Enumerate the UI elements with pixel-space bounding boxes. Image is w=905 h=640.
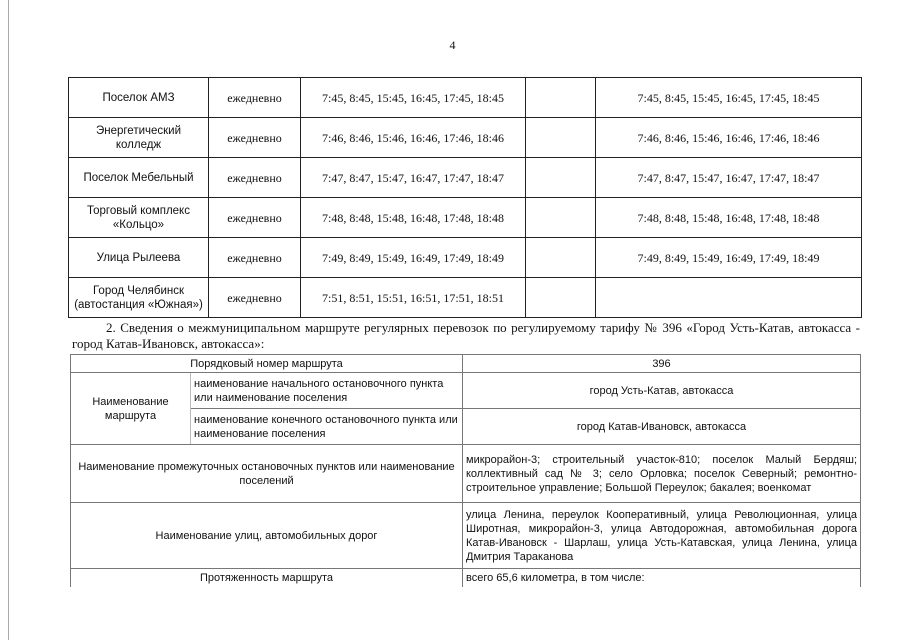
end-point-label: наименование конечного остановочного пункта или наименование поселения: [191, 409, 463, 445]
route-number-value: 396: [463, 355, 861, 373]
frequency: ежедневно: [209, 78, 301, 118]
stop-name: Энергетический колледж: [69, 118, 209, 158]
extra-cell: [526, 198, 596, 238]
stop-name: Поселок АМЗ: [69, 78, 209, 118]
page-number: 4: [449, 38, 456, 52]
frequency: ежедневно: [209, 198, 301, 238]
extra-cell: [526, 118, 596, 158]
route-name-label: Наименование маршрута: [71, 373, 191, 445]
frequency: ежедневно: [209, 278, 301, 318]
table-row: [71, 355, 861, 373]
intermediate-stops-label: Наименование промежуточных остановочных пунктов или наименование поселений: [71, 445, 463, 503]
paragraph-text: 2. Сведения о межмуниципальном маршруте регулярных перевозок по регулируемому тарифу № 396 «Город Усть-Катав, автокасса - город Катав-Ивановск, автокасса»:: [72, 320, 860, 351]
table-row: [71, 503, 861, 569]
times-forward: 7:45, 8:45, 15:45, 16:45, 17:45, 18:45: [301, 78, 526, 118]
times-back: 7:45, 8:45, 15:45, 16:45, 17:45, 18:45: [596, 78, 862, 118]
table-row: [69, 238, 862, 278]
table-row: [71, 445, 861, 503]
route-length-value: всего 65,6 километра, в том числе:: [463, 569, 861, 587]
route-number-label: Порядковый номер маршрута: [71, 355, 463, 373]
route-info-table: [70, 354, 861, 587]
table-row: [69, 158, 862, 198]
stop-name: Поселок Мебельный: [69, 158, 209, 198]
left-margin-line: [8, 0, 9, 640]
frequency: ежедневно: [209, 118, 301, 158]
extra-cell: [526, 278, 596, 318]
start-point-value: город Усть-Катав, автокасса: [463, 373, 861, 409]
times-back: 7:47, 8:47, 15:47, 16:47, 17:47, 18:47: [596, 158, 862, 198]
extra-cell: [526, 158, 596, 198]
frequency: ежедневно: [209, 238, 301, 278]
times-forward: 7:47, 8:47, 15:47, 16:47, 17:47, 18:47: [301, 158, 526, 198]
stop-name: Город Челябинск (автостанция «Южная»): [69, 278, 209, 318]
stop-name: Торговый комплекс «Кольцо»: [69, 198, 209, 238]
table-row: [69, 78, 862, 118]
table-row: [69, 278, 862, 318]
times-forward: 7:49, 8:49, 15:49, 16:49, 17:49, 18:49: [301, 238, 526, 278]
streets-value: улица Ленина, переулок Кооперативный, улица Революционная, улица Широтная, микрорайон-3, улица Автодорожная, автомобильная дорога Катав-Ивановск - Шарлаш, улица Усть-Катавская, улица Ленина, улица Дмитрия Тараканова: [463, 503, 861, 569]
intermediate-stops-value: микрорайон-3; строительный участок-810; поселок Малый Бердяш; коллективный сад № 3; село Орловка; поселок Северный; ремонтно-строительное управление; Большой Переулок; бакалея; военкомат: [463, 445, 861, 503]
times-back: 7:48, 8:48, 15:48, 16:48, 17:48, 18:48: [596, 198, 862, 238]
table-row: [71, 373, 861, 409]
times-forward: 7:48, 8:48, 15:48, 16:48, 17:48, 18:48: [301, 198, 526, 238]
streets-label: Наименование улиц, автомобильных дорог: [71, 503, 463, 569]
times-back: [596, 278, 862, 318]
stop-name: Улица Рылеева: [69, 238, 209, 278]
table-row: [71, 569, 861, 587]
schedule-table: [68, 77, 862, 318]
extra-cell: [526, 78, 596, 118]
start-point-label: наименование начального остановочного пункта или наименование поселения: [191, 373, 463, 409]
section-paragraph: [72, 320, 860, 352]
route-length-label: Протяженность маршрута: [71, 569, 463, 587]
table-row: [69, 118, 862, 158]
times-forward: 7:51, 8:51, 15:51, 16:51, 17:51, 18:51: [301, 278, 526, 318]
table-row: [69, 198, 862, 238]
end-point-value: город Катав-Ивановск, автокасса: [463, 409, 861, 445]
frequency: ежедневно: [209, 158, 301, 198]
times-back: 7:46, 8:46, 15:46, 16:46, 17:46, 18:46: [596, 118, 862, 158]
times-back: 7:49, 8:49, 15:49, 16:49, 17:49, 18:49: [596, 238, 862, 278]
extra-cell: [526, 238, 596, 278]
times-forward: 7:46, 8:46, 15:46, 16:46, 17:46, 18:46: [301, 118, 526, 158]
